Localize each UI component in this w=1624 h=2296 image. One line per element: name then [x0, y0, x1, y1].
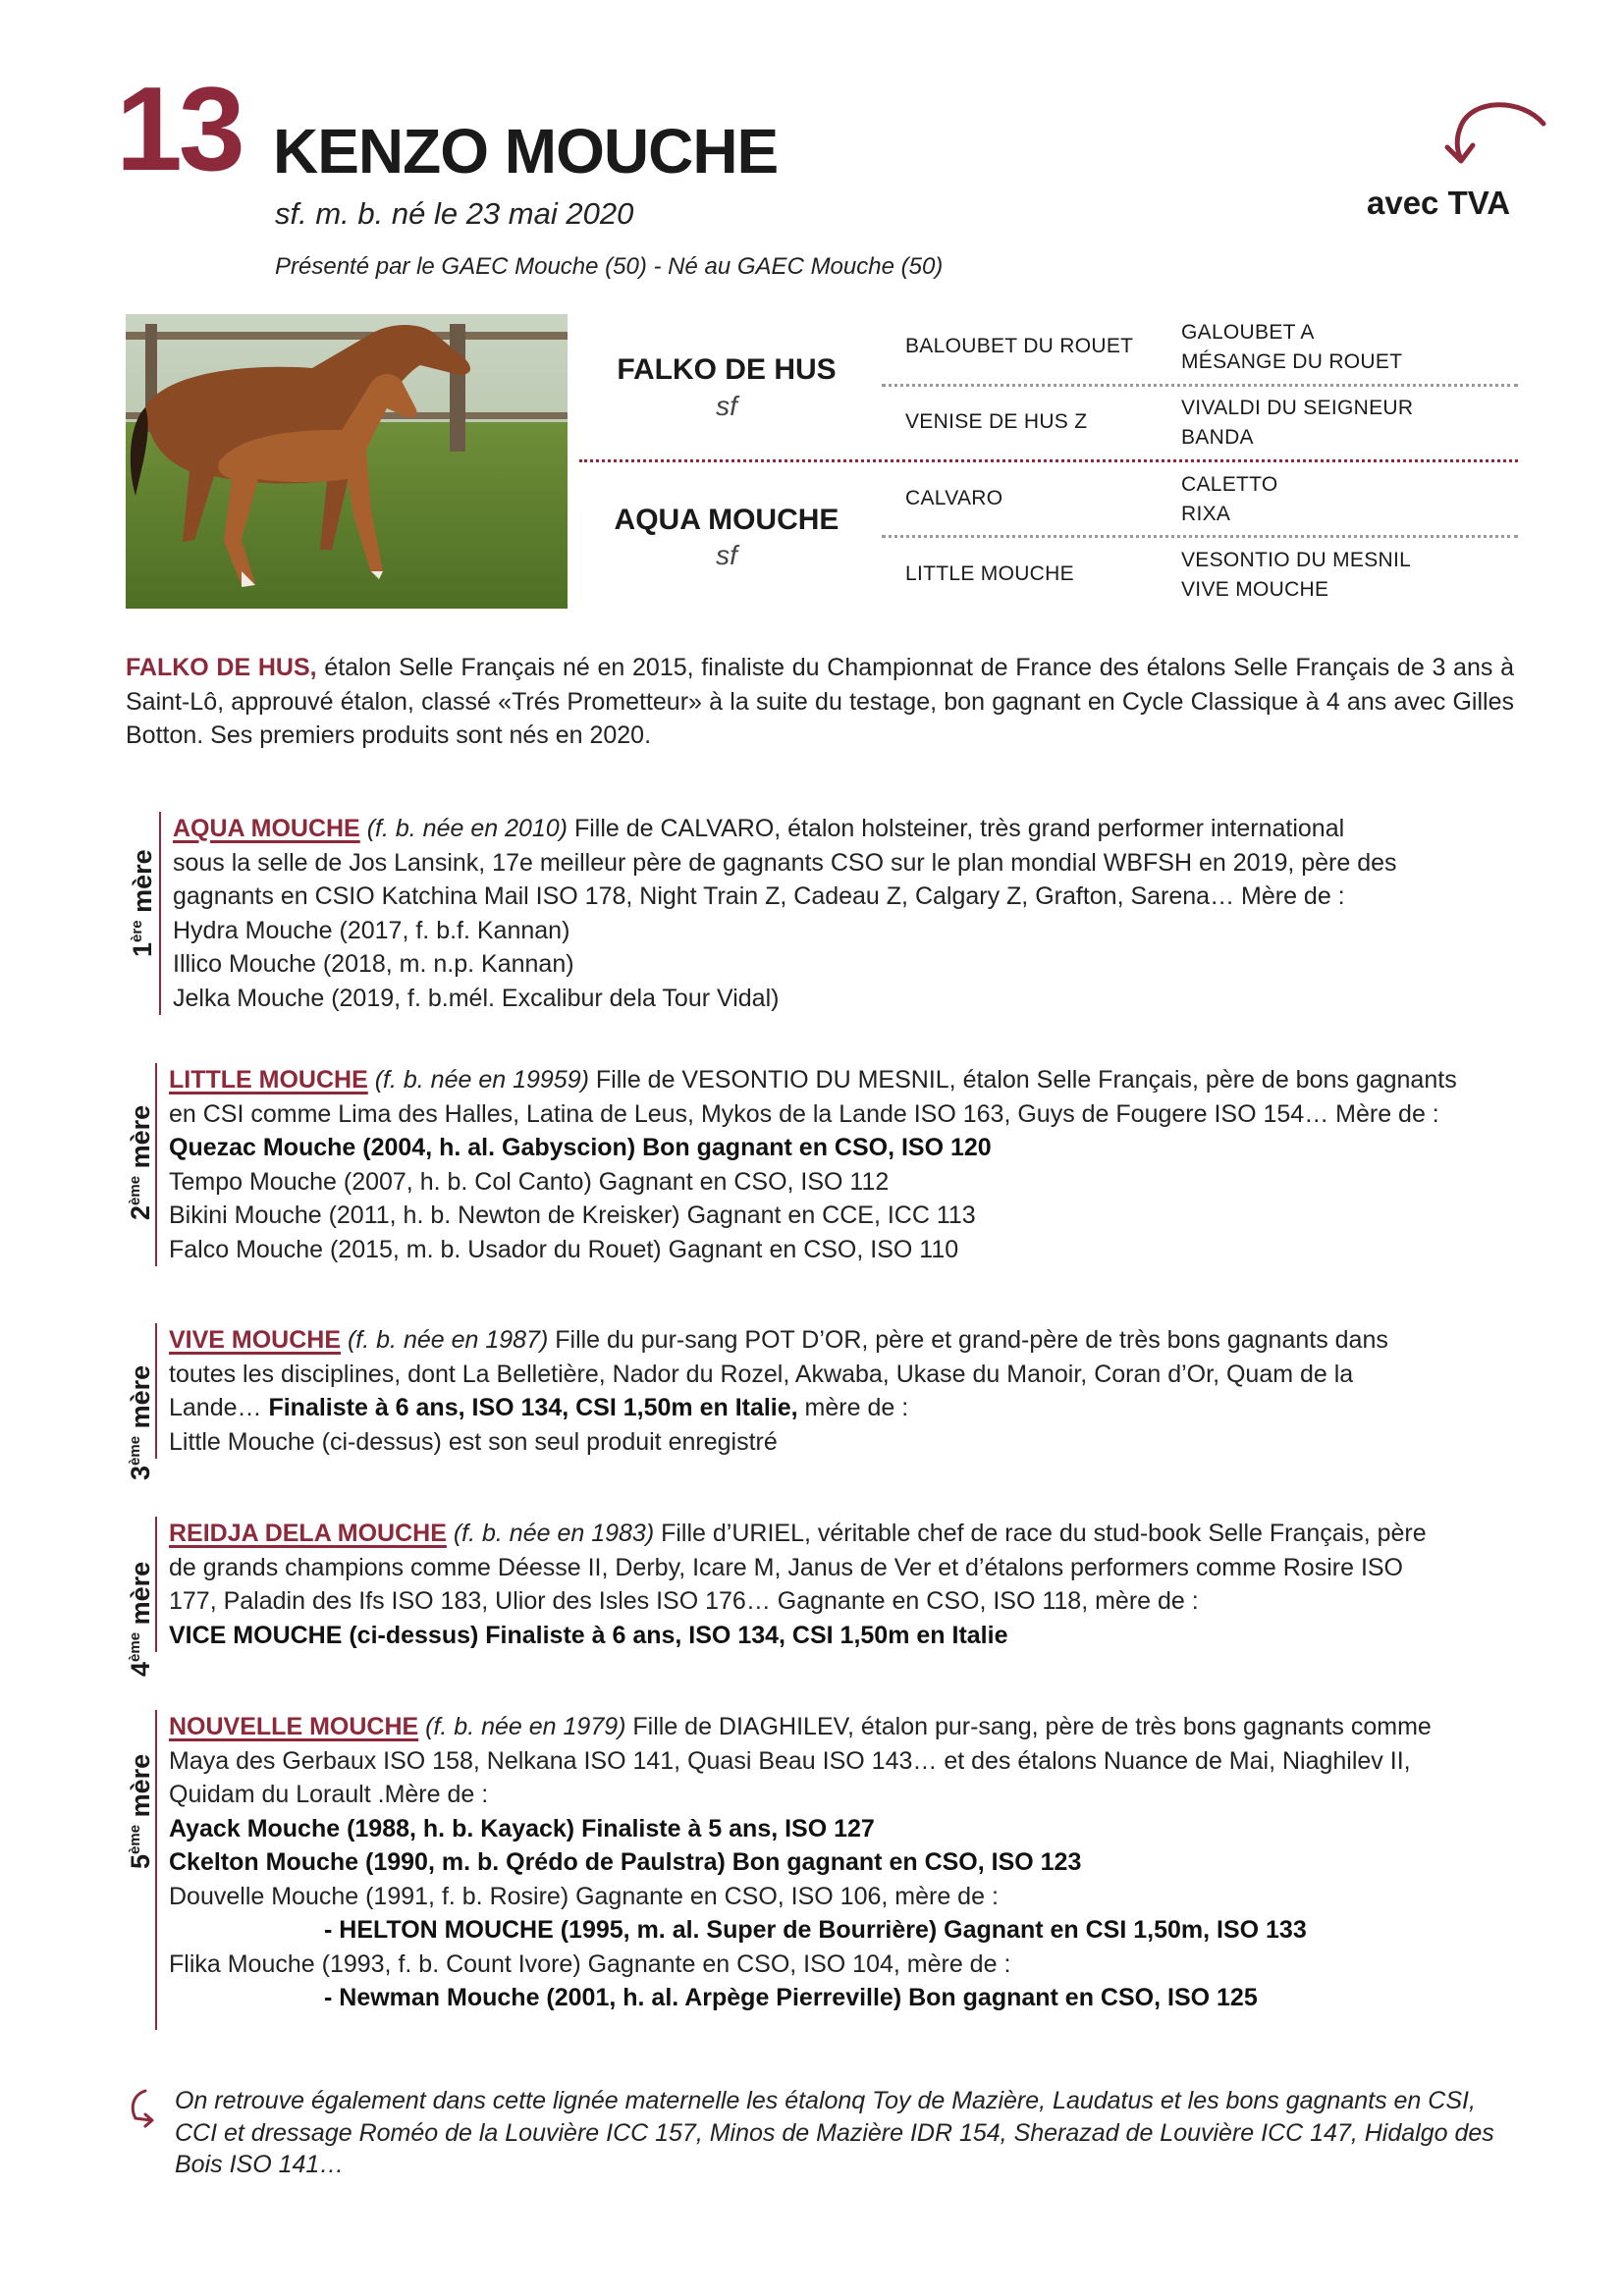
mere-label-1: 1ère mère [128, 849, 157, 957]
sire-description [126, 651, 1514, 753]
pedigree-great-grandsire-1: GALOUBET A [1181, 321, 1315, 344]
pedigree-great-grandsire-3: CALETTO [1181, 473, 1278, 496]
sire-description-name: FALKO DE HUS, [126, 654, 317, 681]
horse-name: KENZO MOUCHE [273, 116, 779, 187]
tva-label: avec TVA [1367, 185, 1511, 221]
mere-label-5: 5ème mère [126, 1753, 155, 1869]
horse-photo [126, 314, 568, 609]
produce-line: Hydra Mouche (2017, f. b.f. Kannan) [173, 916, 570, 944]
produce-line: Quezac Mouche (2004, h. al. Gabyscion) Bon gagnant en CSO, ISO 120 [169, 1134, 992, 1161]
lot-number: 13 [116, 62, 242, 195]
sire-description-text: étalon Selle Français né en 2015, finaliste du Championnat de France des étalons Selle Français de 3 ans à Saint-Lô, approuvé étalon, classé «Trés Prometteur» à la suite du testage, bon gagnant en Cycle Classique à 4 ans avec Gilles Botton. Ses premiers produits sont nés en 2020. [126, 654, 1514, 749]
mere-block-3: VIVE MOUCHE (f. b. née en 1987) Fille du pur-sang POT D’OR, père et grand-père de très bons gagnants dans toutes les disciplines, dont La Belletière, Nador du Rozel, Akwaba, Ukase du Manoir, Coran d’Or, Quam de la Lande… Finaliste à 6 ans, ISO 134, CSI 1,50m en Italie, mère de : Little Mouche (ci-dessus) est son seul produit enregistré [155, 1323, 1528, 1459]
mere-block-5: NOUVELLE MOUCHE (f. b. née en 1979) Fille de DIAGHILEV, étalon pur-sang, père de très bons gagnants comme Maya des Gerbaux ISO 158, Nelkana ISO 141, Quasi Beau ISO 143… et des étalons Nuance de Mai, Niaghilev II, Quidam du Lorault .Mère de : Ayack Mouche (1988, h. b. Kayack) Finaliste à 5 ans, ISO 127 Ckelton Mouche (1990, m. b. Qrédo de Paulstra) Bon gagnant en CSO, ISO 123 Douvelle Mouche (1991, f. b. Rosire) Gagnante en CSO, ISO 106, mère de : - HELTON MOUCHE (1995, m. al. Super de Bourrière) Gagnant en CSI 1,50m, ISO 133 Flika Mouche (1993, f. b. Count Ivore) Gagnante en CSO, ISO 104, mère de : - Newman Mouche (2001, h. al. Arpège Pierreville) Bon gagnant en CSO, ISO 125 [155, 1710, 1528, 2030]
produce-line: Little Mouche (ci-dessus) est son seul produit enregistré [169, 1427, 778, 1456]
pedigree-dam-dam: LITTLE MOUCHE [905, 562, 1074, 585]
pedigree-sire-dam: VENISE DE HUS Z [905, 410, 1088, 433]
mere-block-2: LITTLE MOUCHE (f. b. née en 19959) Fille de VESONTIO DU MESNIL, étalon Selle Français, père de bons gagnants en CSI comme Lima des Halles, Latina de Leus, Mykos de la Lande ISO 163, Guys de Fougere ISO 154… Mère de : Quezac Mouche (2004, h. al. Gabyscion) Bon gagnant en CSO, ISO 120 Tempo Mouche (2007, h. b. Col Canto) Gagnant en CSO, ISO 112 Bikini Mouche (2011, h. b. Newton de Kreisker) Gagnant en CCE, ICC 113 Falco Mouche (2015, m. b. Usador du Rouet) Gagnant en CSO, ISO 110 [155, 1063, 1528, 1266]
produce-line: Ayack Mouche (1988, h. b. Kayack) Finaliste à 5 ans, ISO 127 [169, 1814, 875, 1842]
presenter-line: Présenté par le GAEC Mouche (50) - Né au GAEC Mouche (50) [275, 253, 944, 280]
produce-line: - Newman Mouche (2001, h. al. Arpège Pierreville) Bon gagnant en CSO, ISO 125 [324, 1984, 1258, 2011]
pedigree-great-granddam-2: BANDA [1181, 426, 1254, 449]
curved-arrow-icon [1434, 96, 1551, 167]
curved-arrow-icon [126, 2087, 159, 2128]
mere-name: REIDJA DELA MOUCHE [169, 1520, 447, 1547]
pedigree-great-granddam-4: VIVE MOUCHE [1181, 578, 1329, 601]
horse-subtitle: sf. m. b. né le 23 mai 2020 [275, 196, 634, 231]
pedigree-sire-name: FALKO DE HUS [617, 353, 837, 386]
pedigree-sire-sire: BALOUBET DU ROUET [905, 335, 1134, 357]
produce-line: Ckelton Mouche (1990, m. b. Qrédo de Paulstra) Bon gagnant en CSO, ISO 123 [169, 1848, 1082, 1876]
mere-name: AQUA MOUCHE [173, 815, 360, 842]
produce-line: Douvelle Mouche (1991, f. b. Rosire) Gagnante en CSO, ISO 106, mère de : [169, 1882, 999, 1910]
pedigree-dam-sire: CALVARO [905, 487, 1003, 509]
produce-line: Flika Mouche (1993, f. b. Count Ivore) Gagnante en CSO, ISO 104, mère de : [169, 1949, 1011, 1978]
mere-name: NOUVELLE MOUCHE [169, 1713, 419, 1740]
mere-name: VIVE MOUCHE [169, 1326, 342, 1354]
mere-label-2: 2ème mère [126, 1104, 155, 1220]
produce-line: Jelka Mouche (2019, f. b.mél. Excalibur dela Tour Vidal) [173, 984, 780, 1012]
pedigree-dam-name: AQUA MOUCHE [614, 504, 839, 536]
produce-line: - HELTON MOUCHE (1995, m. al. Super de Bourrière) Gagnant en CSI 1,50m, ISO 133 [324, 1916, 1307, 1944]
produce-line: VICE MOUCHE (ci-dessus) Finaliste à 6 ans, ISO 134, CSI 1,50m en Italie [169, 1621, 1008, 1649]
pedigree-divider [882, 535, 1518, 538]
pedigree-sire-breed: sf [716, 391, 737, 421]
pedigree-dam-breed: sf [716, 540, 737, 570]
produce-line: Illico Mouche (2018, m. n.p. Kannan) [173, 950, 574, 978]
pedigree-great-grandsire-4: VESONTIO DU MESNIL [1181, 549, 1412, 571]
pedigree-great-granddam-3: RIXA [1181, 503, 1231, 525]
produce-line: Tempo Mouche (2007, h. b. Col Canto) Gagnant en CSO, ISO 112 [169, 1167, 890, 1196]
pedigree-great-granddam-1: MÉSANGE DU ROUET [1181, 350, 1403, 373]
mere-name: LITTLE MOUCHE [169, 1066, 368, 1094]
produce-line: Falco Mouche (2015, m. b. Usador du Rouet) Gagnant en CSO, ISO 110 [169, 1235, 959, 1263]
pedigree-divider-main [579, 459, 1518, 462]
pedigree-divider [882, 384, 1518, 387]
pedigree-great-grandsire-2: VIVALDI DU SEIGNEUR [1181, 397, 1414, 419]
mere-block-4: REIDJA DELA MOUCHE (f. b. née en 1983) Fille d’URIEL, véritable chef de race du stud-book Selle Français, père de grands champions comme Déesse II, Derby, Icare M, Janus de Ver et d’étalons performers comme Rosire ISO 177, Paladin des Ifs ISO 183, Ulior des Isles ISO 176… Gagnante en CSO, ISO 118, mère de : VICE MOUCHE (ci-dessus) Finaliste à 6 ans, ISO 134, CSI 1,50m en Italie [155, 1517, 1528, 1652]
mere-label-3: 3ème mère [126, 1364, 155, 1480]
mere-label-4: 4ème mère [126, 1561, 155, 1677]
mere-block-1: AQUA MOUCHE (f. b. née en 2010) Fille de CALVARO, étalon holsteiner, très grand performer international sous la selle de Jos Lansink, 17e meilleur père de gagnants CSO sur le plan mondial WBFSH en 2019, père des gagnants en CSIO Katchina Mail ISO 178, Night Train Z, Cadeau Z, Calgary Z, Grafton, Sarena… Mère de : Hydra Mouche (2017, f. b.f. Kannan) Illico Mouche (2018, m. n.p. Kannan) Jelka Mouche (2019, f. b.mél. Excalibur dela Tour Vidal) [159, 812, 1528, 1015]
produce-line: Bikini Mouche (2011, h. b. Newton de Kreisker) Gagnant en CCE, ICC 113 [169, 1201, 976, 1229]
footer-note: On retrouve également dans cette lignée maternelle les étalonq Toy de Mazière, Laudatus et les bons gagnants en CSI, CCI et dressage Roméo de la Louvière ICC 157, Minos de Mazière IDR 154, Sherazad de Louvière ICC 147, Hidalgo des Bois ISO 141… [175, 2087, 1494, 2178]
